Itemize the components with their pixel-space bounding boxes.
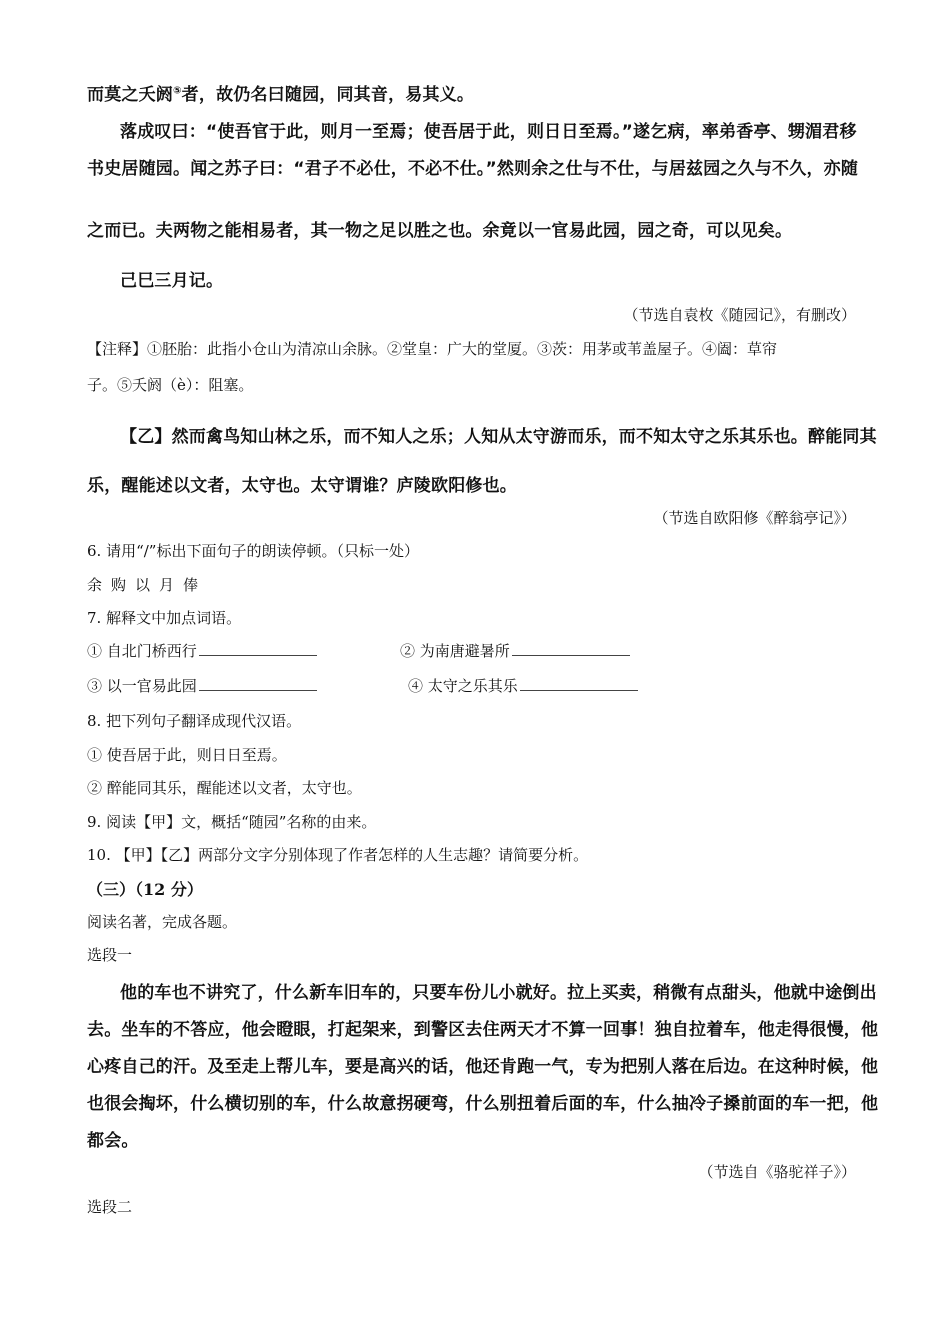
excerpt-1-line-1: 他的车也不讲究了，什么新车旧车的，只要车份儿小就好。拉上买卖，稍微有点甜头，他就中途倒出 <box>120 983 877 1003</box>
notes-line-2: 子。⑤夭阏（è）：阻塞。 <box>87 376 254 394</box>
jia-source: （节选自袁枚《随园记》，有删改） <box>623 306 856 324</box>
yi-source: （节选自欧阳修《醉翁亭记》） <box>653 509 856 527</box>
question-7-item-1 <box>87 640 317 661</box>
jia-para2-line-2: 书史居随园。闻之苏子曰：“君子不必仕，不必不仕。”然则余之仕与不仕，与居兹园之久与不久，亦随 <box>87 159 859 179</box>
jia-para2-line-1: 落成叹曰：“使吾官于此，则月一至焉；使吾居于此，则日日至焉。”遂乞病，率弟香亭、甥湄君移 <box>120 122 857 142</box>
excerpt-1-line-4: 也很会掏坏，什么横切别的车，什么故意拐硬弯，什么别扭着后面的车，什么抽冷子搡前面的车一把，他 <box>87 1094 879 1114</box>
answer-blank[interactable] <box>199 641 317 656</box>
question-8-item-1: ① 使吾居于此，则日日至焉。 <box>87 746 287 764</box>
excerpt-1-label: 选段一 <box>87 946 133 964</box>
answer-blank[interactable] <box>512 641 630 656</box>
jia-text: 而莫之夭阏 <box>87 85 173 105</box>
question-8-item-2: ② 醉能同其乐，醒能述以文者，太守也。 <box>87 779 362 797</box>
question-7-item-2 <box>400 640 630 661</box>
question-10: 10. 【甲】【乙】两部分文字分别体现了作者怎样的人生志趣？请简要分析。 <box>87 846 589 864</box>
yi-line-2: 乐，醒能述以文者，太守也。太守谓谁？庐陵欧阳修也。 <box>87 476 517 496</box>
excerpt-1-line-2: 去。坐车的不答应，他会瞪眼，打起架来，到警区去住两天才不算一回事！独自拉着车，他走得很慢，他 <box>87 1020 879 1040</box>
excerpt-1-line-5: 都会。 <box>87 1131 139 1151</box>
answer-blank[interactable] <box>199 676 317 691</box>
section-3-heading: （三）（12 分） <box>87 880 203 899</box>
question-8: 8. 把下列句子翻译成现代汉语。 <box>87 712 302 730</box>
item-text: ③ 以一官易此园 <box>87 677 197 695</box>
question-7-item-4 <box>408 675 638 696</box>
section-3-instruction: 阅读名著，完成各题。 <box>87 913 238 931</box>
item-text: ① 自北门桥西行 <box>87 642 197 660</box>
item-text: ② 为南唐避暑所 <box>400 642 510 660</box>
excerpt-1-line-3: 心疼自己的汗。及至走上帮儿车，要是高兴的话，他还肯跑一气，专为把别人落在后边。在这种时候，他 <box>87 1057 879 1077</box>
question-6: 6. 请用“/”标出下面句子的朗读停顿。（只标一处） <box>87 542 419 560</box>
jia-date: 己巳三月记。 <box>120 271 224 291</box>
question-7-item-3 <box>87 675 317 696</box>
excerpt-2-label: 选段二 <box>87 1198 133 1216</box>
question-6-sentence: 余购以月俸 <box>87 576 208 594</box>
notes-line-1: 【注释】①胚胎：此指小仓山为清凉山余脉。②堂皇：广大的堂厦。③茨：用茅或苇盖屋子。④阖：草帘 <box>87 340 778 358</box>
excerpt-1-source: （节选自《骆驼祥子》） <box>698 1163 856 1181</box>
yi-line-1: 【乙】然而禽鸟知山林之乐，而不知人之乐；人知从太守游而乐，而不知太守之乐其乐也。醉能同其 <box>120 427 877 447</box>
jia-line-1 <box>87 80 474 105</box>
answer-blank[interactable] <box>520 676 638 691</box>
question-7: 7. 解释文中加点词语。 <box>87 609 242 627</box>
jia-para2-line-3: 之而已。夫两物之能相易者，其一物之足以胜之也。余竟以一官易此园，园之奇，可以见矣。 <box>87 221 793 241</box>
question-9: 9. 阅读【甲】文，概括“随园”名称的由来。 <box>87 813 377 831</box>
jia-text: 者，故仍名曰随园，同其音，易其义。 <box>181 85 475 105</box>
item-text: ④ 太守之乐其乐 <box>408 677 518 695</box>
note-ref: ⑤ <box>173 85 182 97</box>
